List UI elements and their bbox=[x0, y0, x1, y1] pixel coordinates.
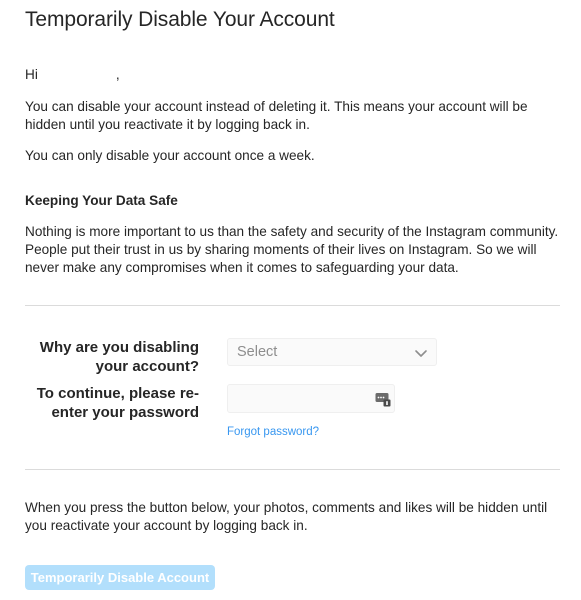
password-field-container bbox=[227, 384, 395, 413]
reason-select-value: Select bbox=[237, 344, 278, 360]
chevron-down-icon bbox=[414, 346, 428, 360]
password-field[interactable] bbox=[228, 385, 384, 412]
intro-paragraph-weekly-limit: You can only disable your account once a week. bbox=[25, 148, 315, 163]
greeting bbox=[25, 66, 120, 84]
reason-select[interactable] bbox=[227, 338, 437, 366]
greeting-comma: , bbox=[115, 67, 120, 82]
divider bbox=[25, 469, 560, 470]
page-title: Temporarily Disable Your Account bbox=[25, 8, 335, 31]
footer-notice: When you press the button below, your photos, comments and likes will be hidden until you reactivate your account by logging back in. bbox=[25, 500, 548, 533]
temporarily-disable-account-button[interactable]: Temporarily Disable Account bbox=[25, 565, 215, 590]
data-safe-paragraph: Nothing is more important to us than the safety and security of the Instagram community. People put their trust in us by sharing moments of their lives on Instagram. So we will never make any compromises when it comes to safeguarding your data. bbox=[25, 224, 559, 275]
password-key-icon[interactable] bbox=[375, 391, 391, 407]
divider bbox=[25, 305, 560, 306]
data-safe-heading: Keeping Your Data Safe bbox=[25, 193, 178, 208]
password-label: To continue, please re-enter your password bbox=[36, 385, 199, 421]
greeting-salutation: Hi bbox=[25, 67, 38, 82]
intro-paragraph-disable: You can disable your account instead of deleting it. This means your account will be hidden until you reactivate it by logging back in. bbox=[25, 99, 528, 132]
forgot-password-link[interactable]: Forgot password? bbox=[227, 426, 320, 438]
reason-label: Why are you disabling your account? bbox=[39, 339, 199, 375]
